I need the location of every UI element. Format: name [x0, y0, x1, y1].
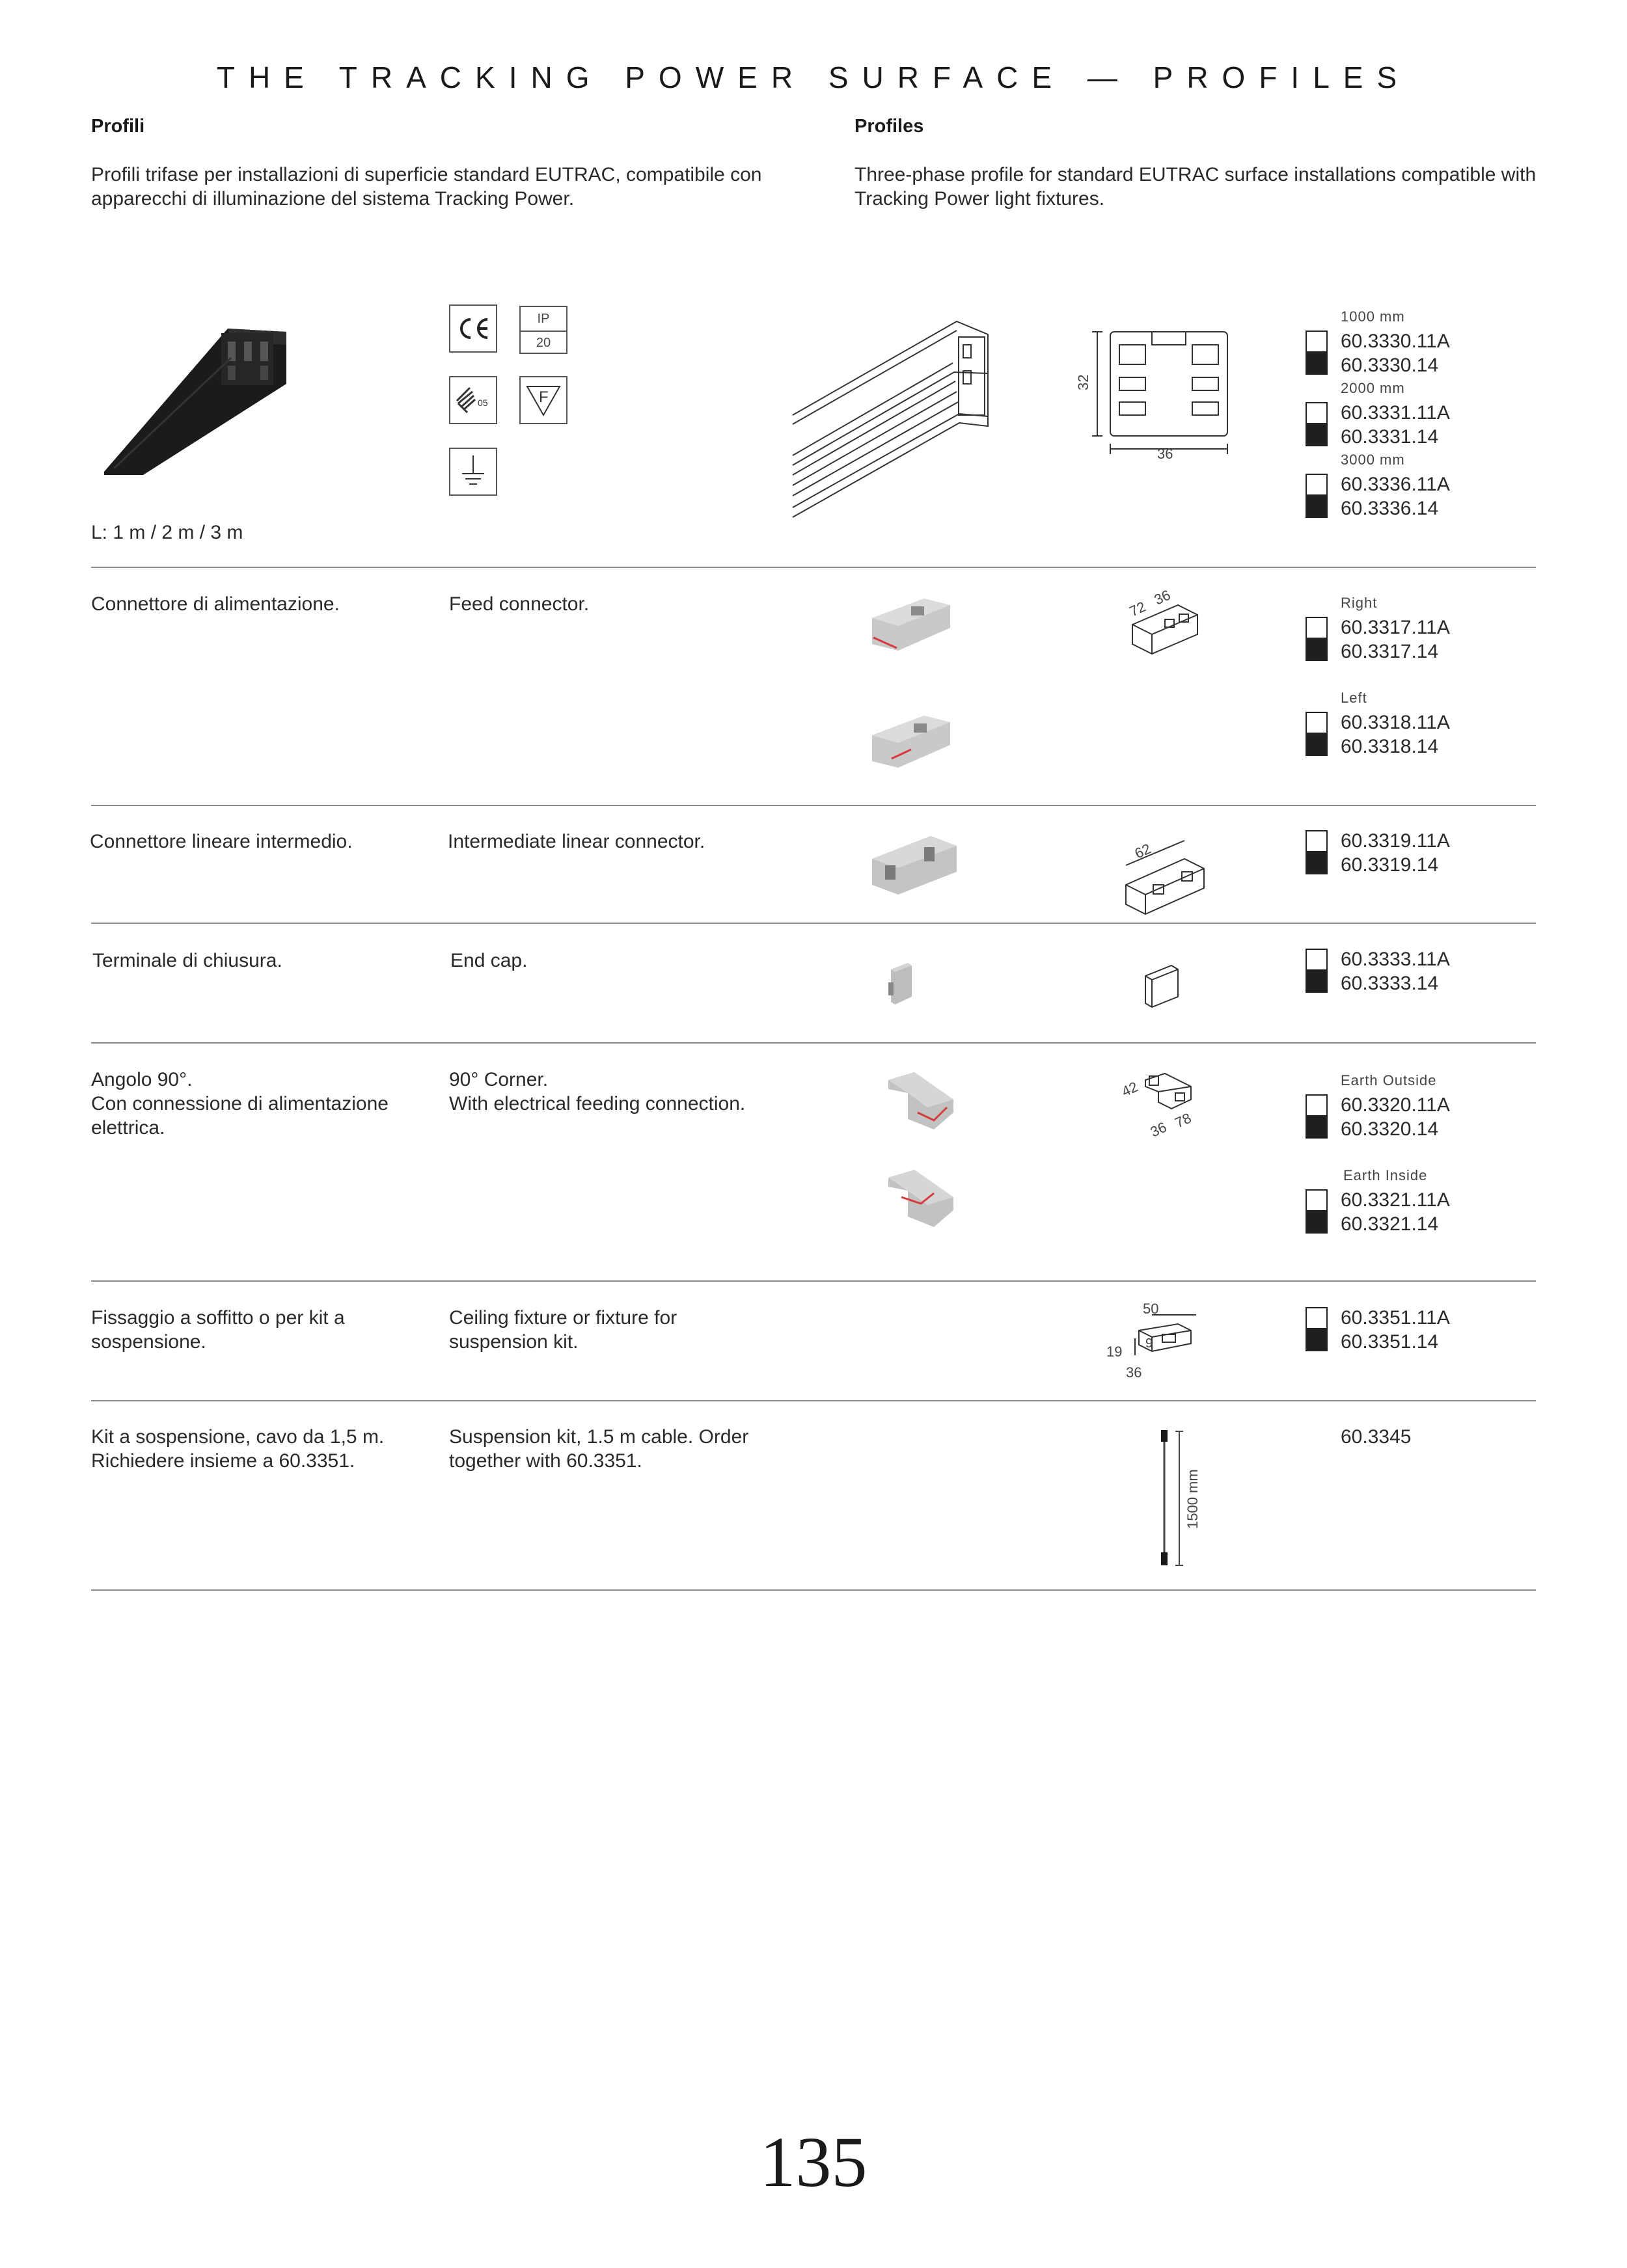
- linear-black-code: 60.3319.14: [1341, 854, 1439, 876]
- feed-left-white-code: 60.3318.11A: [1341, 712, 1450, 733]
- ceiling-dim-9: 9: [1145, 1336, 1153, 1351]
- variant-1000-black-code: 60.3330.14: [1341, 355, 1439, 376]
- linear-connector-photo: [859, 826, 963, 904]
- f-mark-text: F: [539, 388, 549, 406]
- black-finish-swatch: [1306, 496, 1328, 518]
- black-finish-swatch: [1306, 424, 1328, 446]
- page-number: 135: [759, 2122, 868, 2202]
- feed-left-swatches: [1306, 712, 1328, 756]
- corner-drawing: [1119, 1060, 1224, 1145]
- ip-label: IP: [521, 307, 566, 332]
- profile-length: L: 1 m / 2 m / 3 m: [91, 522, 243, 543]
- section-divider: [91, 567, 1536, 568]
- ip-rating-box: [519, 306, 567, 354]
- endcap-it-text: Terminale di chiusura.: [92, 950, 282, 971]
- linear-dim: 62: [1132, 840, 1154, 862]
- corner-dim-c: 78: [1172, 1109, 1194, 1131]
- enec-icon: [450, 377, 496, 423]
- linear-white-code: 60.3319.11A: [1341, 830, 1450, 852]
- ceiling-dim-50: 50: [1143, 1301, 1159, 1317]
- ceiling-dim-19: 19: [1106, 1343, 1123, 1360]
- corner-en-line1: 90° Corner.: [449, 1069, 549, 1090]
- corner-dim-a: 42: [1119, 1078, 1141, 1100]
- white-finish-swatch: [1306, 1307, 1328, 1329]
- variant-1000-length: 1000 mm: [1341, 308, 1405, 325]
- section-divider: [91, 1042, 1536, 1044]
- ceiling-swatches: [1306, 1307, 1328, 1351]
- black-finish-swatch: [1306, 971, 1328, 993]
- white-finish-swatch: [1306, 617, 1328, 639]
- white-finish-swatch: [1306, 1094, 1328, 1116]
- feed-dim-a: 72: [1127, 598, 1149, 620]
- ceiling-it-text: Fissaggio a soffitto o per kit a sospensione.: [91, 1307, 345, 1353]
- suspension-en-text: Suspension kit, 1.5 m cable. Order together with 60.3351.: [449, 1426, 749, 1472]
- black-finish-swatch: [1306, 1329, 1328, 1351]
- corner-inside-black-code: 60.3321.14: [1341, 1213, 1439, 1235]
- intro-it-heading: Profili: [91, 116, 145, 137]
- variant-2000-black-code: 60.3331.14: [1341, 426, 1439, 448]
- section-divider: [91, 1589, 1536, 1591]
- intro-en-heading: Profiles: [855, 116, 924, 137]
- feed-right-white-code: 60.3317.11A: [1341, 617, 1450, 638]
- white-finish-swatch: [1306, 402, 1328, 424]
- enec-05-text: 05: [478, 398, 488, 408]
- profile-photo: [98, 319, 293, 481]
- intro-en-text: Three-phase profile for standard EUTRAC surface installations compatible with Tracking Power light fixtures.: [855, 164, 1537, 209]
- feed-connector-right-photo: [859, 592, 957, 657]
- linear-it-text: Connettore lineare intermedio.: [90, 831, 353, 852]
- black-finish-swatch: [1306, 852, 1328, 874]
- ce-mark-icon: [449, 304, 497, 353]
- corner-en-line2: With electrical feeding connection.: [449, 1093, 746, 1114]
- white-finish-swatch: [1306, 331, 1328, 353]
- ceiling-black-code: 60.3351.14: [1341, 1331, 1439, 1353]
- white-finish-swatch: [1306, 830, 1328, 852]
- corner-inside-white-code: 60.3321.11A: [1341, 1189, 1450, 1211]
- section-divider: [91, 923, 1536, 924]
- feed-connector-left-photo: [859, 709, 957, 774]
- suspension-it-text: Kit a sospensione, cavo da 1,5 m. Richiedere insieme a 60.3351.: [91, 1426, 385, 1472]
- variant-1000-white-code: 60.3330.11A: [1341, 331, 1450, 352]
- corner-it-line2: Con connessione di alimentazione elettrica.: [91, 1093, 389, 1139]
- ceiling-white-code: 60.3351.11A: [1341, 1307, 1450, 1329]
- white-finish-swatch: [1306, 1189, 1328, 1211]
- variant-2000-length: 2000 mm: [1341, 380, 1405, 396]
- section-divider: [91, 1400, 1536, 1401]
- end-cap-photo: [882, 956, 921, 1015]
- page-title: THE TRACKING POWER SURFACE — PROFILES: [216, 61, 1411, 94]
- feed-right-swatches: [1306, 617, 1328, 661]
- section-divider: [91, 1280, 1536, 1282]
- feed-right-black-code: 60.3317.14: [1341, 641, 1439, 662]
- feed-connector-drawing: [1119, 586, 1217, 664]
- endcap-black-code: 60.3333.14: [1341, 973, 1439, 994]
- variant-3000-black-code: 60.3336.14: [1341, 498, 1439, 519]
- variant-3000-length: 3000 mm: [1341, 452, 1405, 468]
- profile-line-drawing: [793, 319, 1014, 520]
- enec-mark-icon: [449, 376, 497, 424]
- corner-it-line1: Angolo 90°.: [91, 1069, 193, 1090]
- profile-dim-height: 32: [1075, 374, 1091, 390]
- linear-swatches: [1306, 830, 1328, 874]
- endcap-white-code: 60.3333.11A: [1341, 949, 1450, 970]
- feed-right-label: Right: [1341, 595, 1378, 611]
- suspension-code: 60.3345: [1341, 1426, 1412, 1448]
- intro-it-text: Profili trifase per installazioni di superficie standard EUTRAC, compatibile con apparecchi di illuminazione del sistema Tracking Power.: [91, 164, 762, 209]
- variant-3000-swatches: [1306, 474, 1328, 518]
- black-finish-swatch: [1306, 734, 1328, 756]
- suspension-dim: 1500 mm: [1184, 1469, 1201, 1529]
- feed-it-text: Connettore di alimentazione.: [91, 593, 340, 615]
- corner-inside-label: Earth Inside: [1343, 1167, 1428, 1183]
- ceiling-fixture-drawing: [1100, 1298, 1210, 1383]
- ip-value: 20: [536, 336, 551, 350]
- ceiling-dim-36: 36: [1126, 1364, 1142, 1381]
- white-finish-swatch: [1306, 474, 1328, 496]
- feed-en-text: Feed connector.: [449, 593, 590, 615]
- corner-outside-label: Earth Outside: [1341, 1072, 1437, 1088]
- black-finish-swatch: [1306, 353, 1328, 375]
- black-finish-swatch: [1306, 1116, 1328, 1139]
- variant-3000-white-code: 60.3336.11A: [1341, 474, 1450, 495]
- feed-left-black-code: 60.3318.14: [1341, 736, 1439, 757]
- endcap-swatches: [1306, 949, 1328, 993]
- corner-outside-black-code: 60.3320.14: [1341, 1118, 1439, 1140]
- corner-dim-b: 36: [1147, 1118, 1169, 1141]
- endcap-en-text: End cap.: [450, 950, 528, 971]
- corner-earth-inside-photo: [882, 1165, 966, 1236]
- section-divider: [91, 805, 1536, 806]
- f-triangle-icon: [521, 377, 566, 423]
- linear-en-text: Intermediate linear connector.: [448, 831, 705, 852]
- variant-1000-swatches: [1306, 331, 1328, 375]
- f-mark-icon: [519, 376, 567, 424]
- corner-outside-swatches: [1306, 1094, 1328, 1139]
- black-finish-swatch: [1306, 1211, 1328, 1234]
- corner-inside-swatches: [1306, 1189, 1328, 1234]
- corner-earth-outside-photo: [882, 1067, 966, 1139]
- profile-dim-width: 36: [1157, 446, 1173, 462]
- feed-left-label: Left: [1341, 690, 1367, 706]
- variant-2000-swatches: [1306, 402, 1328, 446]
- earth-ground-icon: [449, 448, 497, 496]
- white-finish-swatch: [1306, 712, 1328, 734]
- feed-dim-b: 36: [1151, 586, 1173, 608]
- suspension-kit-drawing: [1145, 1425, 1217, 1581]
- corner-outside-white-code: 60.3320.11A: [1341, 1094, 1450, 1116]
- variant-2000-white-code: 60.3331.11A: [1341, 402, 1450, 424]
- black-finish-swatch: [1306, 639, 1328, 661]
- ceiling-en-text: Ceiling fixture or fixture for suspension kit.: [449, 1307, 677, 1353]
- white-finish-swatch: [1306, 949, 1328, 971]
- profile-cross-section: [1074, 319, 1243, 468]
- ce-icon: [455, 316, 491, 342]
- end-cap-drawing: [1139, 956, 1191, 1015]
- linear-connector-drawing: [1119, 833, 1217, 917]
